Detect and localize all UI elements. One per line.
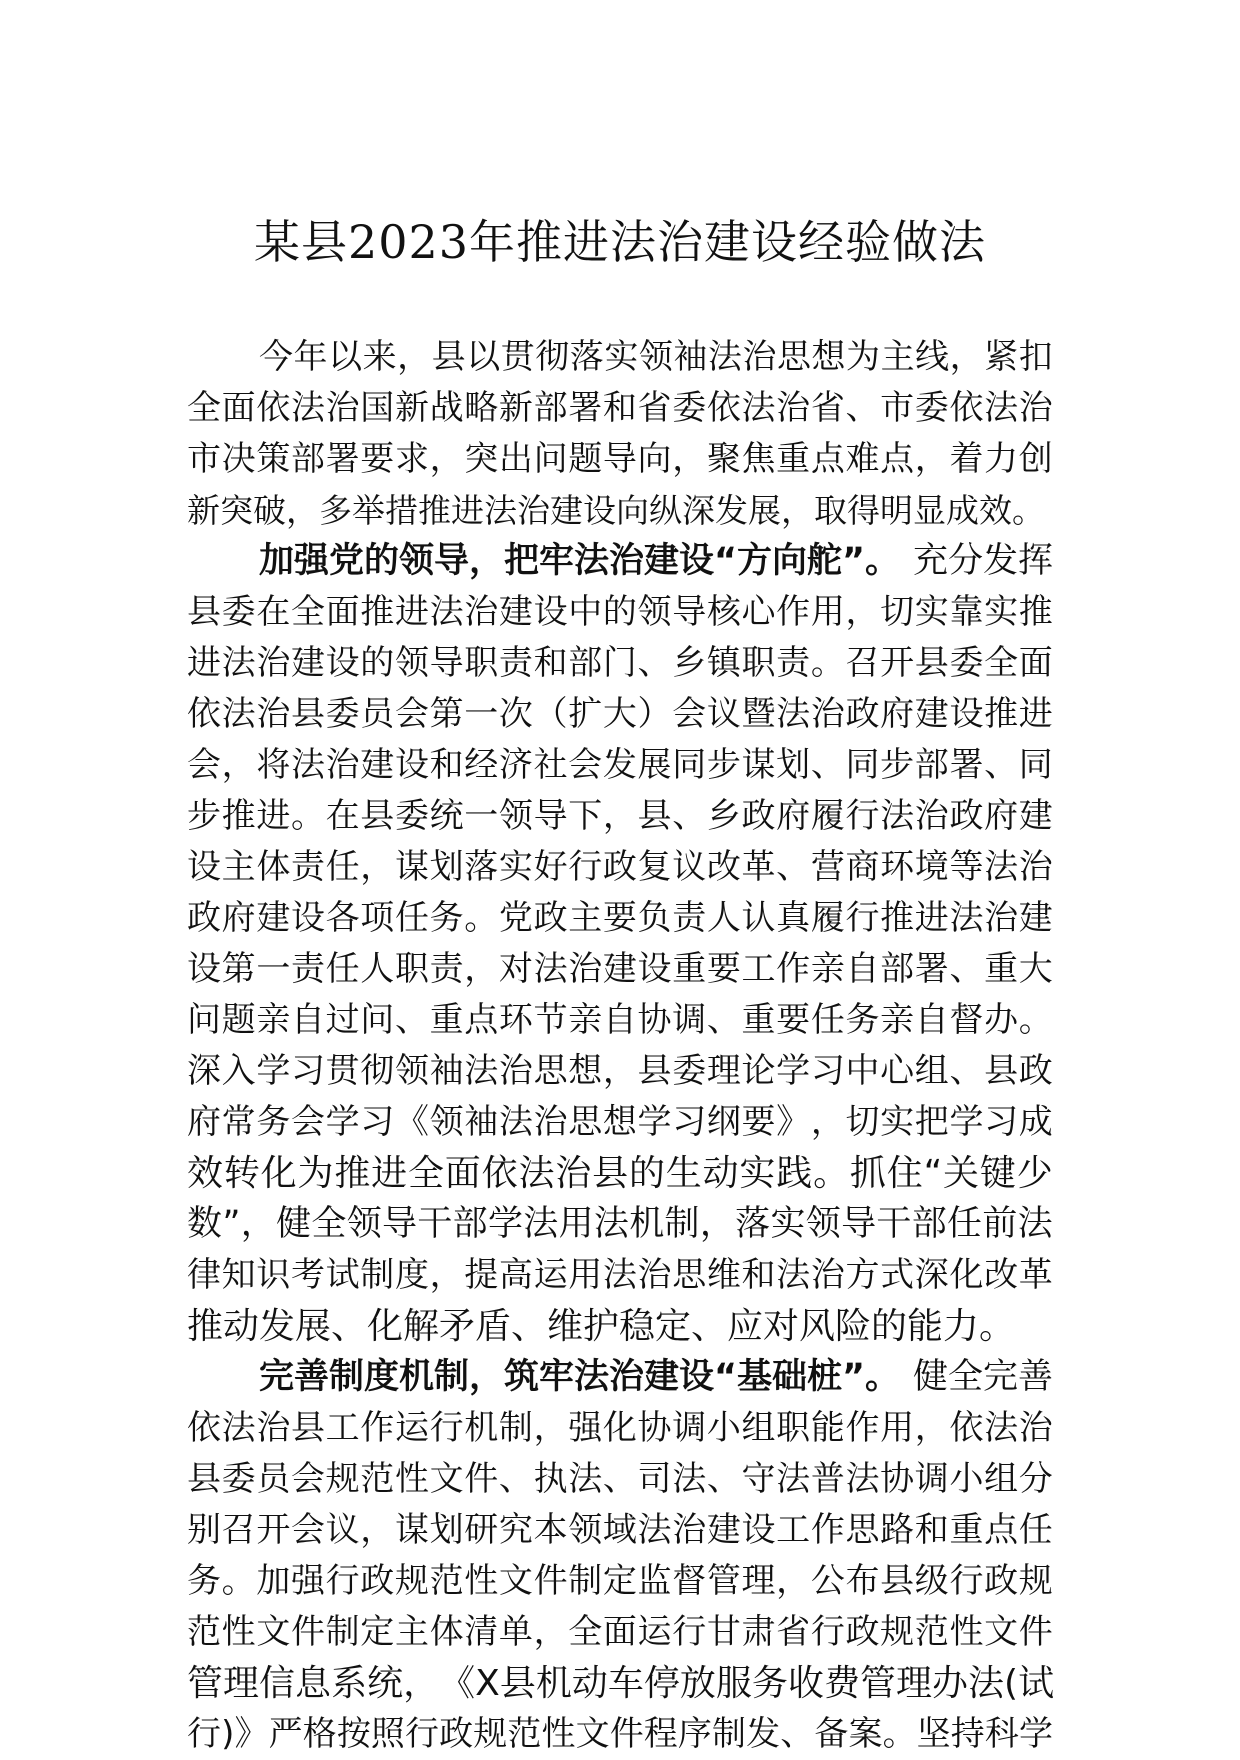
- paragraph-3-line-6: 范 性 文 件 制 定 主 体 清 单 ， 全 面 运 行 甘 肃 省 行 政 规 范 性 文 件: [187, 1612, 1053, 1652]
- paragraph-1-line-2: 全 面 依 法 治 国 新 战 略 新 部 署 和 省 委 依 法 治 省 、 市 委 依 法 治: [187, 388, 1053, 428]
- paragraph-2-line-13: 效 转 化 为 推 进 全 面 依 法 治 县 的 生 动 实 践 。 抓 住 “ 关 键 少: [187, 1153, 1053, 1194]
- paragraph-3-line-2: 依 法 治 县 工 作 运 行 机 制 ， 强 化 协 调 小 组 职 能 作 用 ， 依 法 治: [187, 1408, 1053, 1448]
- paragraph-3-line-7: 管 理 信 息 系 统 ， 《 X 县 机 动 车 停 放 服 务 收 费 管 理 办 法 ( 试: [187, 1663, 1055, 1704]
- section-heading-party-leadership: 加强党的领导，把牢法治建设“方向舵”。: [259, 541, 901, 581]
- document-body: [187, 332, 1053, 1760]
- paragraph-3-first-line-text: 健全完善: [912, 1357, 1053, 1397]
- paragraph-2-line-12: 府 常 务 会 学 习 《 领 袖 法 治 思 想 学 习 纲 要 》 ， 切 实 把 学 习 成: [187, 1102, 1053, 1142]
- paragraph-2-first-line-text: 充分发挥: [912, 541, 1053, 581]
- paragraph-2-line-16: 推动发展、化解矛盾、维护稳定、应对风险的能力。: [187, 1306, 1016, 1347]
- paragraph-2-line-10: 问 题 亲 自 过 问 、 重 点 环 节 亲 自 协 调 、 重 要 任 务 亲 自 督 办 。: [187, 1000, 1053, 1040]
- paragraph-2-line-9: 设 第 一 责 任 人 职 责 ， 对 法 治 建 设 重 要 工 作 亲 自 部 署 、 重 大: [187, 949, 1053, 989]
- paragraph-3-line-3: 县 委 员 会 规 范 性 文 件 、 执 法 、 司 法 、 守 法 普 法 协 调 小 组 分: [187, 1459, 1053, 1499]
- paragraph-2-line-11: 深 入 学 习 贯 彻 领 袖 法 治 思 想 ， 县 委 理 论 学 习 中 心 组 、 县 政: [187, 1051, 1053, 1091]
- paragraph-2-line-6: 步 推 进 。 在 县 委 统 一 领 导 下 ， 县 、 乡 政 府 履 行 法 治 政 府 建: [187, 796, 1053, 836]
- paragraph-3-line-5: 务 。 加 强 行 政 规 范 性 文 件 制 定 监 督 管 理 ， 公 布 县 级 行 政 规: [187, 1561, 1053, 1601]
- paragraph-3-line-1: [187, 1352, 1053, 1403]
- paragraph-2-line-3: 进 法 治 建 设 的 领 导 职 责 和 部 门 、 乡 镇 职 责 。 召 开 县 委 全 面: [187, 643, 1053, 683]
- paragraph-2-line-8: 政 府 建 设 各 项 任 务 。 党 政 主 要 负 责 人 认 真 履 行 推 进 法 治 建: [187, 898, 1053, 938]
- paragraph-2-line-14: 数 ” ， 健 全 领 导 干 部 学 法 用 法 机 制 ， 落 实 领 导 干 部 任 前 法: [187, 1204, 1053, 1244]
- paragraph-1-line-1: 今 年 以 来 ， 县 以 贯 彻 落 实 领 袖 法 治 思 想 为 主 线 ， 紧 扣: [259, 337, 1053, 377]
- paragraph-2-line-7: 设 主 体 责 任 ， 谋 划 落 实 好 行 政 复 议 改 革 、 营 商 环 境 等 法 治: [187, 847, 1053, 887]
- paragraph-2-line-5: 会 ， 将 法 治 建 设 和 经 济 社 会 发 展 同 步 谋 划 、 同 步 部 署 、 同: [187, 745, 1053, 785]
- paragraph-2-line-2: 县 委 在 全 面 推 进 法 治 建 设 中 的 领 导 核 心 作 用 ， 切 实 靠 实 推: [187, 592, 1053, 632]
- section-heading-institutional-mechanism: 完善制度机制，筑牢法治建设“基础桩”。: [259, 1357, 901, 1397]
- paragraph-2-line-15: 律 知 识 考 试 制 度 ， 提 高 运 用 法 治 思 维 和 法 治 方 式 深 化 改 革: [187, 1255, 1053, 1295]
- paragraph-2-line-1: [187, 536, 1053, 587]
- document-title: 某县2023年推进法治建设经验做法: [253, 215, 987, 269]
- paragraph-1-line-3: 市 决 策 部 署 要 求 ， 突 出 问 题 导 向 ， 聚 焦 重 点 难 点 ， 着 力 创: [187, 439, 1053, 479]
- paragraph-1-line-4: 新突破，多举措推进法治建设向纵深发展，取得明显成效。: [187, 491, 1045, 530]
- paragraph-3-line-8: 行 ) 》 严 格 按 照 行 政 规 范 性 文 件 程 序 制 发 、 备 案 。 坚 持 科 学: [187, 1714, 1053, 1754]
- paragraph-3-line-4: 别 召 开 会 议 ， 谋 划 研 究 本 领 域 法 治 建 设 工 作 思 路 和 重 点 任: [187, 1510, 1053, 1550]
- paragraph-2-line-4: 依 法 治 县 委 员 会 第 一 次 （ 扩 大 ） 会 议 暨 法 治 政 府 建 设 推 进: [187, 694, 1053, 734]
